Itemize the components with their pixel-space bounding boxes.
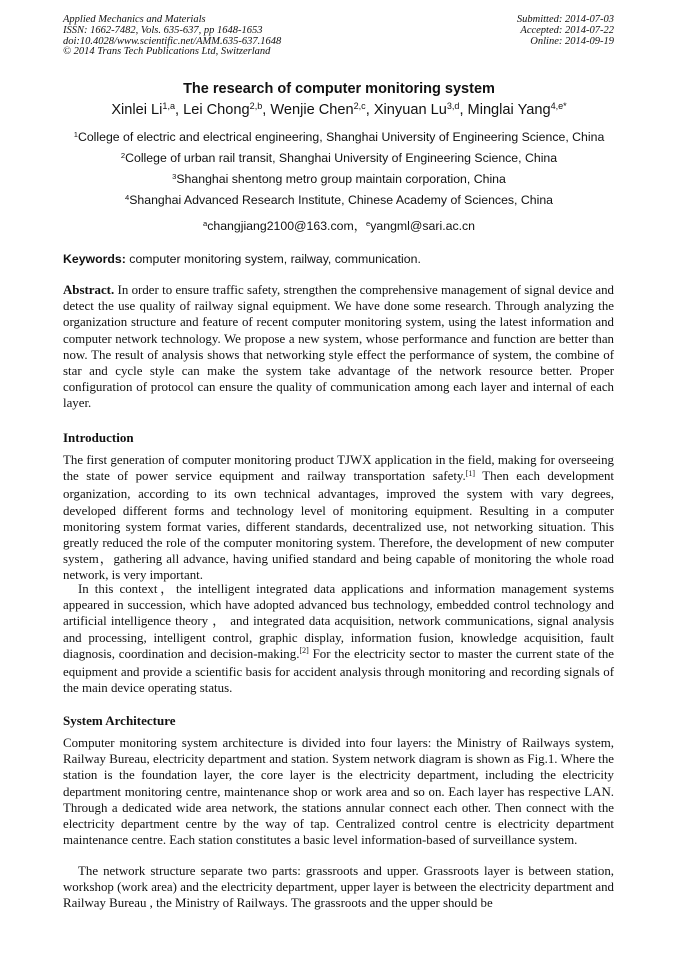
arch-paragraph-2: The network structure separate two parts: grassroots and upper. Grassroots layer is between station, workshop (work area) and the electricity department, upper layer is between the electricity department and Railway Bureau , the Ministry of Railways. The grassroots and the upper should be (63, 864, 614, 911)
author-sup: 1,a (162, 101, 175, 112)
journal-name: Applied Mechanics and Materials (63, 14, 206, 25)
affiliation-text: Shanghai shentong metro group maintain corporation, China (176, 172, 506, 186)
abstract-label: Abstract. (63, 283, 115, 297)
citation-ref[interactable]: [2] (299, 646, 309, 656)
author-sup: 2,c (353, 101, 366, 112)
dates-info (517, 15, 614, 47)
intro-paragraph-1 (63, 452, 614, 584)
abstract-text: In order to ensure traffic safety, strengthen the comprehensive management of signal device and detect the use quality of railway signal equipment. We have done some research. Through analyzing the organization structure and feature of recent computer monitoring system, using the latest information and computer network technology. We propose a new system, whose performance and function are better than now. The result of analysis shows that networking style effect the performance of system, the combine of star and cycle style can make the system take advantage of the network resource better. Proper configuration of protocol can ensure the quality of communication among each layer and internal of each layer. (63, 283, 614, 411)
author-name: Minglai Yang (467, 102, 551, 118)
author-sep: , (175, 102, 184, 118)
intro-p2-text: In this context，the intelligent integrated data applications and information management systems appeared in succession, which have adopted advanced bus technology, embedded control technology and artificial intelligence theory ， and integrated data acquisition, network communications, signal analysis and processing, intelligent control, graphic display, information fusion, knowledge acquisition, fault diagnosis, coordination and decision-making. (63, 582, 614, 661)
affiliation-text: College of electric and electrical engineering, Shanghai University of Engineering Science, China (77, 130, 605, 144)
journal-info (63, 15, 281, 58)
author-list (0, 102, 678, 118)
affiliation-sup: 1 (73, 129, 78, 139)
affiliation-4 (0, 193, 678, 207)
author-name: Lei Chong (183, 102, 250, 118)
arch-paragraph-1: Computer monitoring system architecture is divided into four layers: the Ministry of Railways system, Railway Bureau, electricity department and station. System network diagram is shown as Fig.1. Where the station is the foundation layer, the core layer is the electricity department, including the electricity department monitoring centre, maintenance shop or work area and so on. Each layer has respective LAN. Through a dedicated wide area network, the stations annular connect each other. Then connect with the electricity department centre by the way of tap. Centralized control centre is electricity department maintenance centre. Each station constitutes a basic level information-based of surveillance system. (63, 736, 614, 848)
email-line (0, 216, 678, 234)
accepted-date: Accepted: 2014-07-22 (520, 24, 614, 36)
submitted-date: Submitted: 2014-07-03 (516, 14, 614, 25)
intro-p1-text: The first generation of computer monitoring product TJWX application in the field, making for overseeing the state of power service equipment and railway transportation safety. (63, 453, 614, 484)
email-sup: e (366, 218, 371, 228)
abstract-paragraph (63, 282, 614, 412)
author-name: Xinyuan Lu (373, 102, 447, 118)
affiliation-text: College of urban rail transit, Shanghai University of Engineering Science, China (125, 151, 558, 165)
doi-line: doi:10.4028/www.scientific.net/AMM.635-637.1648 (63, 35, 282, 47)
author-sup: 3,d (446, 101, 460, 112)
email-e[interactable]: yangml@sari.ac.cn (370, 219, 476, 233)
issn-line: ISSN: 1662-7482, Vols. 635-637, pp 1648-1653 (63, 24, 263, 36)
paper-title: The research of computer monitoring system (183, 81, 495, 97)
citation-ref[interactable]: [1] (465, 468, 476, 478)
email-sup: a (202, 218, 208, 228)
keywords-label: Keywords: (63, 252, 126, 266)
author-name: Xinlei Li (111, 102, 163, 118)
email-separator: ， (353, 219, 367, 233)
intro-p2-text-cont: For the electricity sector to master the current state of the equipment and provide a scientific basis for accident analysis through monitoring and recording signals of the main device operating status. (63, 646, 614, 696)
keywords (63, 252, 421, 266)
affiliation-3 (0, 172, 678, 186)
author-sep: , (459, 102, 468, 118)
affiliation-text: Shanghai Advanced Research Institute, Chinese Academy of Sciences, China (129, 193, 554, 207)
affiliation-1 (0, 130, 678, 144)
author-sep: , (365, 102, 374, 118)
section-heading-introduction: Introduction (63, 430, 134, 445)
intro-p1-text-cont: Then each development organization, according to its own technical advantages, improved the system with vary degrees, developed different forms and technology level of monitoring equipment. Resulting in a computer monitoring system format varies, different standards, decentralized use, not networking situation. This greatly reduced the role of the computer monitoring system. Therefore, the development of new computer system，gathering all advance, having unified standard and being capable of monitoring the whole road network, is very important. (63, 469, 614, 583)
online-date: Online: 2014-09-19 (530, 35, 614, 47)
intro-paragraph-2 (63, 581, 614, 696)
affiliation-2 (0, 151, 678, 165)
email-a[interactable]: changjiang2100@163.com (207, 219, 354, 233)
author-name: Wenjie Chen (270, 102, 354, 118)
affiliation-sup: 3 (172, 171, 177, 181)
author-sep: , (262, 102, 271, 118)
keywords-text: computer monitoring system, railway, communication. (125, 252, 421, 266)
affiliation-sup: 4 (124, 192, 130, 202)
section-heading-system-architecture: System Architecture (63, 713, 176, 728)
author-sup: 2,b (249, 101, 263, 112)
affiliation-sup: 2 (120, 150, 126, 160)
author-sup: 4,e* (550, 101, 567, 112)
copyright-line: © 2014 Trans Tech Publications Ltd, Switzerland (63, 46, 271, 58)
